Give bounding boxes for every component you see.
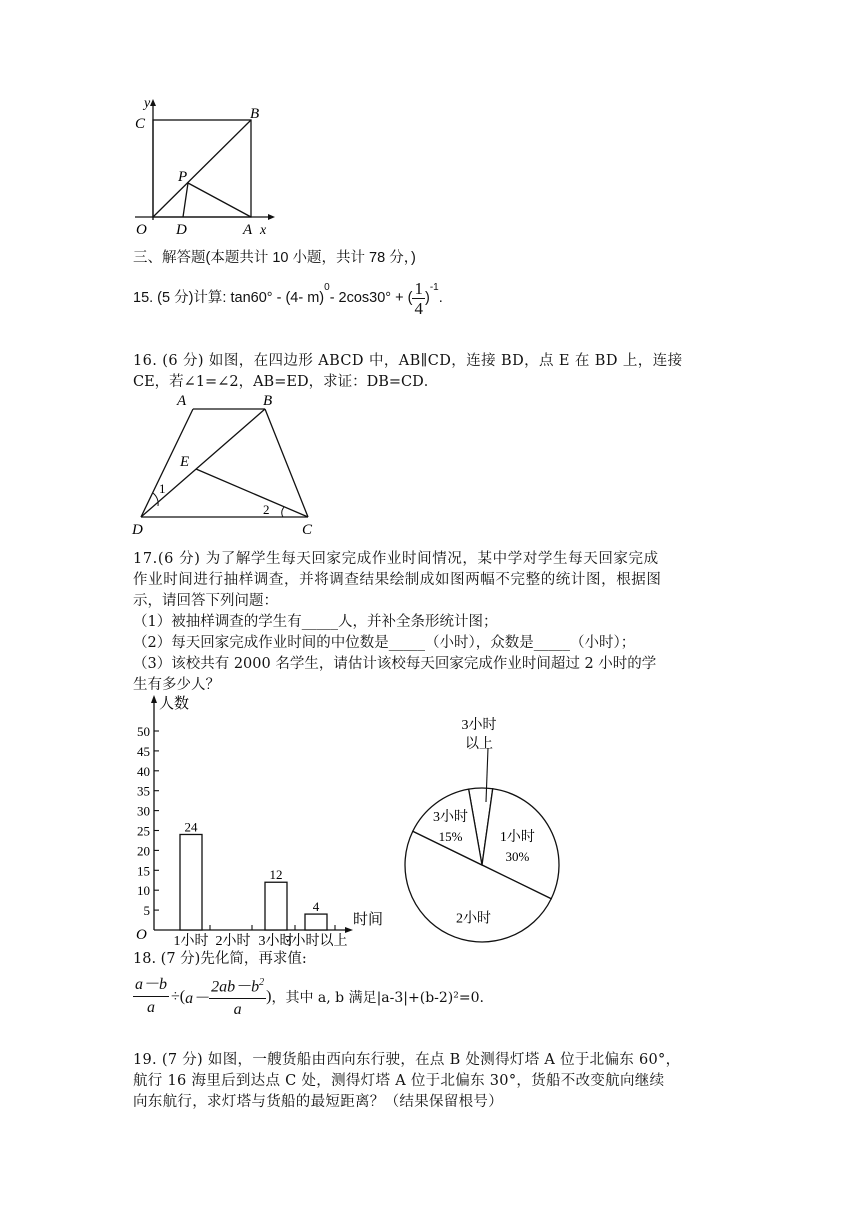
pie-percent-label: 15% (438, 829, 463, 845)
angle-2-arc (282, 507, 284, 517)
bar (265, 882, 287, 930)
q15-sup0: 0 (324, 282, 330, 293)
y-tick-label: 10 (137, 883, 150, 899)
pie-percent-label: 30% (505, 849, 530, 865)
q17-line7: 生有多少人？ (133, 677, 220, 693)
q18-a-minus: a－ (185, 990, 210, 1008)
pie-label-outside: 3小时 (461, 718, 497, 733)
x-tick-label: 3小时 (258, 934, 294, 949)
segment-pd (183, 183, 188, 217)
pie-slice-label: 1小时 (499, 830, 535, 846)
label-p: P (178, 169, 188, 185)
y-tick-label: 30 (137, 803, 150, 819)
y-tick-label: 20 (137, 843, 150, 859)
label-x: x (260, 223, 267, 238)
q18-div: ÷( (171, 987, 186, 1005)
q17-line2: 作业时间进行抽样调查，并将调查结果绘制成如图两幅不完整的统计图，根据图 (133, 572, 662, 588)
q19-line1: 19. (7 分) 如图，一艘货船由西向东行驶，在点 B 处测得灯塔 A 位于北偏东 60°， (133, 1052, 681, 1068)
q18-line1: 18. (7 分)先化简，再求值: (133, 951, 307, 967)
y-tick-label: 5 (143, 903, 150, 919)
bar-chart (128, 690, 398, 949)
segment-pa (188, 183, 251, 217)
q15-prefix: 15. (5 分)计算: tan60° - (4- m) (133, 290, 325, 306)
quadrilateral-figure (128, 390, 328, 540)
q18-frac1-num: a－b (133, 974, 169, 997)
q18-frac1 (133, 974, 169, 1019)
label-e: E (180, 454, 190, 470)
q15-close: ) (424, 290, 430, 306)
q18-expression (133, 972, 484, 1021)
x-axis-arrow (268, 214, 275, 220)
pie-slice-label: 3小时 (433, 810, 469, 826)
section-heading: 三、解答题(本题共计 10 小题，共计 78 分，) (133, 250, 416, 266)
label-angle-2: 2 (263, 502, 270, 517)
label-angle-1: 1 (159, 481, 166, 496)
label-y: y (144, 96, 151, 111)
q18-frac2-sq: 2 (259, 977, 265, 988)
pie-label-outside: 以上 (465, 737, 493, 752)
x-tick-label: 1小时 (173, 934, 209, 949)
q19-line2: 航行 16 海里后到达点 C 处，测得灯塔 A 位于北偏东 30°，货船不改变航向继续 (133, 1073, 665, 1089)
x-tick-label: 2小时 (215, 934, 251, 949)
bar (305, 914, 327, 930)
label-c: C (135, 116, 146, 132)
y-tick-label: 35 (137, 783, 150, 799)
y-tick-label: 45 (137, 743, 150, 759)
bar-data-label: 12 (269, 867, 283, 883)
y-axis-label: 人数 (159, 696, 190, 712)
q17-line6: （3）该校共有 2000 名学生，请估计该校每天回家完成作业时间超过 2 小时的学 (133, 656, 657, 672)
q15-sup-neg1: -1 (429, 282, 439, 293)
q19-line3: 向东航行，求灯塔与货船的最短距离？（结果保留根号） (133, 1094, 503, 1110)
q17-line4: （1）被抽样调查的学生有_____人，并补全条形统计图； (133, 614, 498, 630)
q17-line5: （2）每天回家完成作业时间的中位数是_____（小时），众数是_____（小时）； (133, 635, 636, 651)
y-tick-label: 40 (137, 763, 150, 779)
label-b: B (250, 106, 260, 122)
pie-slice-label: 2小时 (456, 911, 492, 927)
label-d: D (176, 222, 187, 238)
question-15 (133, 279, 443, 318)
q18-frac1-den: a (147, 999, 155, 1017)
q15-fraction (412, 279, 425, 318)
bar-data-label: 24 (184, 819, 198, 835)
q15-frac-num: 1 (414, 279, 423, 298)
x-axis-label: 时间 (353, 912, 384, 928)
bar (180, 834, 202, 930)
square-figure (130, 95, 280, 243)
q17-line3: 示，请回答下列问题： (133, 593, 278, 609)
y-axis-arrow (151, 695, 157, 703)
label-a: A (243, 222, 253, 238)
q18-frac2-num-text: 2ab－b (211, 978, 260, 996)
q15-frac-den: 4 (414, 299, 423, 318)
q17-line1: 17.(6 分) 为了解学生每天回家完成作业时间情况，某中学对学生每天回家完成 (133, 551, 659, 567)
x-tick-label: 3小时以上 (284, 934, 348, 949)
y-axis-arrow (150, 99, 156, 106)
diagonal-ob (153, 120, 251, 217)
q18-frac2-den: a (233, 1001, 242, 1019)
q15-end: . (438, 290, 443, 306)
q16-line2: CE，若∠1=∠2，AB=ED，求证：DB=CD． (133, 374, 439, 390)
q18-frac2 (209, 972, 266, 1021)
pie-chart (398, 718, 568, 945)
label-d: D (132, 522, 143, 538)
q18-condition: ，其中 a, b 满足|a-3|+(b-2)²=0. (271, 989, 484, 1006)
origin-label: O (136, 927, 147, 943)
label-o: O (136, 222, 147, 238)
label-c: C (302, 522, 313, 538)
y-tick-label: 25 (137, 823, 150, 839)
q18-frac2-num (209, 972, 266, 999)
x-axis-arrow (345, 927, 353, 933)
q16-line1: 16. (6 分) 如图，在四边形 ABCD 中，AB∥CD，连接 BD，点 E 在 BD 上，连接 (133, 353, 683, 369)
label-b: B (263, 393, 273, 409)
y-tick-label: 15 (137, 863, 150, 879)
q18-close: ) (266, 987, 272, 1005)
label-a: A (177, 393, 187, 409)
diagonal-bd (141, 409, 265, 517)
q15-mid: - 2cos30° + ( (329, 290, 413, 306)
bar-data-label: 4 (312, 899, 320, 915)
y-tick-label: 50 (137, 724, 150, 739)
